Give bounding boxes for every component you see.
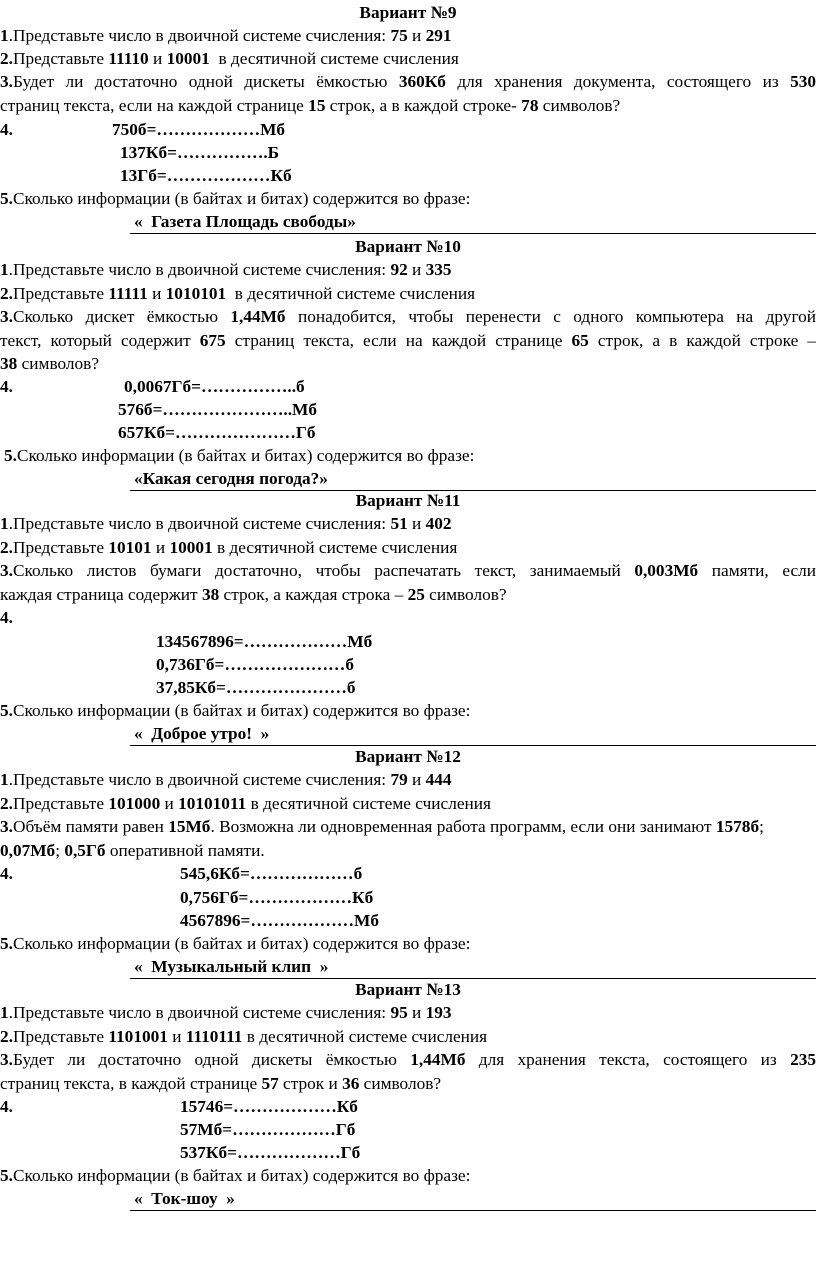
question-3-line-2: 0,07Мб; 0,5Гб оперативной памяти. [0,841,265,860]
question-5: 5.Сколько информации (в байтах и битах) содержится во фразе: [0,1166,471,1185]
question-5: 5.Сколько информации (в байтах и битах) содержится во фразе: [0,189,471,208]
conversion-1: 134567896=………………Мб [156,632,373,651]
phrase: « Доброе утро! » [134,724,270,743]
question-1: 1.Представьте число в двоичной системе счисления: 92 и 335 [0,260,452,279]
question-3-line-1: 3.Будет ли достаточно одной дискеты ёмкостью 1,44Мб для хранения текста, состоящего из 235 [0,1050,816,1069]
question-3-line-1: 3.Будет ли достаточно одной дискеты ёмкостью 360Кб для хранения документа, состоящего из 530 [0,72,816,91]
question-5: 5.Сколько информации (в байтах и битах) содержится во фразе: [0,701,471,720]
question-3-line-2: каждая страница содержит 38 строк, а каждая строка – 25 символов? [0,585,507,604]
question-3-line-2: страниц текста, в каждой странице 57 строк и 36 символов? [0,1074,442,1093]
question-4-number: 4. [0,1097,13,1116]
question-2: 2.Представьте 11111 и 1010101 в десятичной системе счисления [0,284,476,303]
question-2: 2.Представьте 1101001 и 1110111 в десятичной системе счисления [0,1027,488,1046]
question-1: 1.Представьте число в двоичной системе счисления: 79 и 444 [0,770,452,789]
question-4-number: 4. [0,120,13,139]
conversion-1: 15746=………………Кб [180,1097,358,1116]
conversion-1: 750б=………………Мб [112,120,286,139]
question-5: 5.Сколько информации (в байтах и битах) содержится во фразе: [0,934,471,953]
question-2: 2.Представьте 10101 и 10001 в десятичной системе счисления [0,538,458,557]
question-3-line-1: 3.Сколько дискет ёмкостью 1,44Мб понадобится, чтобы перенести с одного компьютера на другой [0,307,816,326]
conversion-3: 4567896=………………Мб [180,911,379,930]
divider [130,233,816,234]
phrase: « Газета Площадь свободы» [134,212,356,231]
variant-title: Вариант №11 [355,491,461,510]
conversion-2: 576б=…………………..Мб [118,400,317,419]
question-4-number: 4. [0,377,13,396]
question-5: 5.Сколько информации (в байтах и битах) содержится во фразе: [4,446,475,465]
conversion-2: 57Мб=………………Гб [180,1120,356,1139]
phrase: «Какая сегодня погода?» [134,469,328,488]
question-2: 2.Представьте 101000 и 10101011 в десятичной системе счисления [0,794,491,813]
question-3-line-3: 38 символов? [0,354,100,373]
conversion-2: 0,736Гб=…………………б [156,655,354,674]
question-4-number: 4. [0,608,13,627]
conversion-3: 13Гб=………………Кб [120,166,292,185]
conversion-3: 657Кб=…………………Гб [118,423,316,442]
variant-title: Вариант №13 [355,980,461,999]
question-1: 1.Представьте число в двоичной системе счисления: 51 и 402 [0,514,452,533]
conversion-3: 537Кб=………………Гб [180,1143,361,1162]
phrase: « Ток-шоу » [134,1189,235,1208]
conversion-1: 0,0067Гб=……………..б [124,377,305,396]
question-3-line-2: страниц текста, если на каждой странице 15 строк, а в каждой строке- 78 символов? [0,96,621,115]
question-1: 1.Представьте число в двоичной системе счисления: 75 и 291 [0,26,452,45]
question-3-line-2: текст, который содержит 675 страниц текста, если на каждой странице 65 строк, а в каждой строке – [0,331,816,350]
conversion-2: 0,756Гб=………………Кб [180,888,374,907]
question-3-line-1: 3.Сколько листов бумаги достаточно, чтобы распечатать текст, занимаемый 0,003Мб памяти, если [0,561,816,580]
conversion-3: 37,85Кб=…………………б [156,678,356,697]
conversion-2: 137Кб=…………….Б [120,143,280,162]
question-1: 1.Представьте число в двоичной системе счисления: 95 и 193 [0,1003,452,1022]
question-3-line-1: 3.Объём памяти равен 15Мб. Возможна ли одновременная работа программ, если они занимают 1578б; [0,817,764,836]
question-2: 2.Представьте 11110 и 10001 в десятичной системе счисления [0,49,459,68]
conversion-1: 545,6Кб=………………б [180,864,363,883]
variant-title: Вариант №9 [359,3,457,22]
variant-title: Вариант №12 [355,747,461,766]
question-4-number: 4. [0,864,13,883]
divider [130,1210,816,1211]
variant-title: Вариант №10 [355,237,461,256]
phrase: « Музыкальный клип » [134,957,329,976]
